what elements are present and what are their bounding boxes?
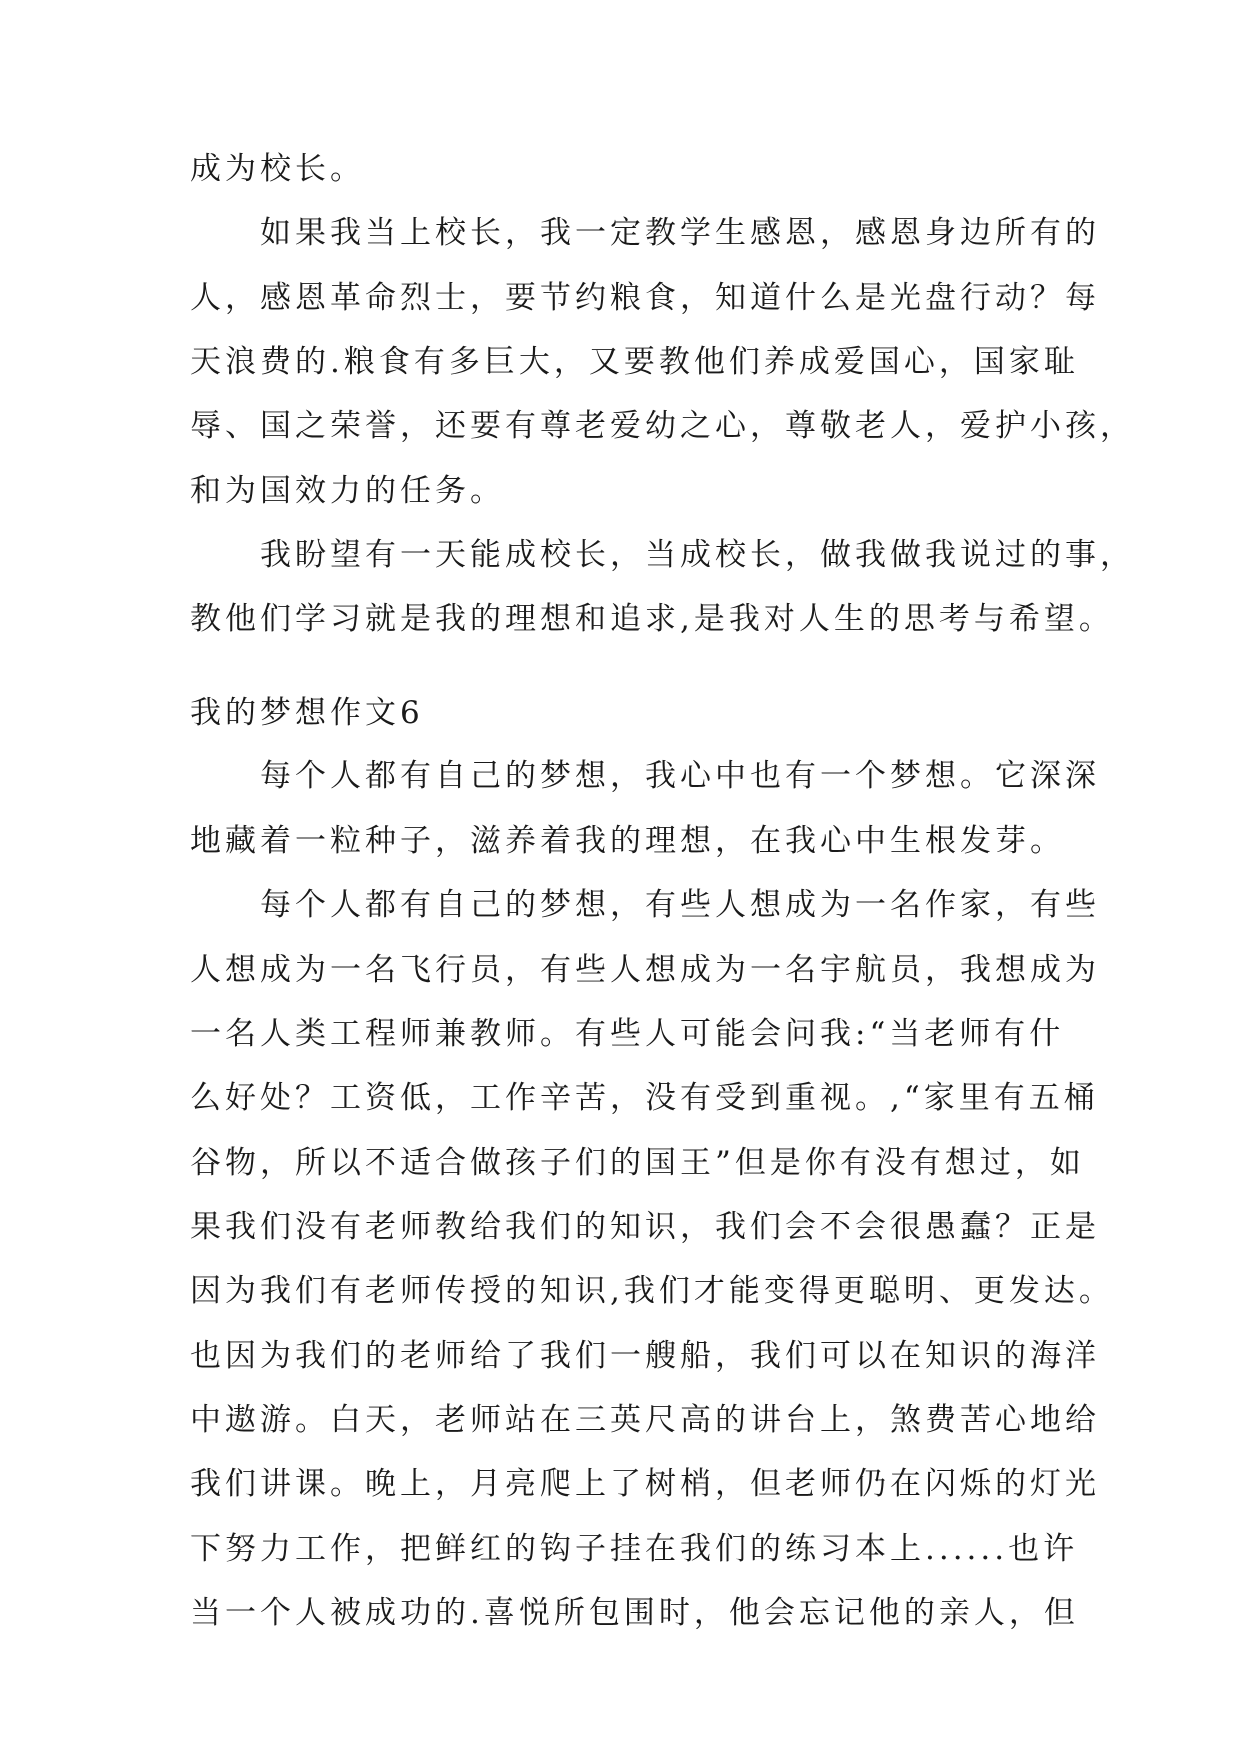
paragraph-line: 我们讲课。晚上，月亮爬上了树梢，但老师仍在闪烁的灯光 (190, 1466, 1100, 1502)
paragraph-line: 如果我当上校长，我一定教学生感恩，感恩身边所有的 (190, 215, 1100, 251)
paragraph-line: 也因为我们的老师给了我们一艘船，我们可以在知识的海洋 (190, 1338, 1100, 1374)
paragraph-line: 人，感恩革命烈士，要节约粮食，知道什么是光盘行动？每 (190, 280, 1100, 316)
paragraph-line: 下努力工作，把鲜红的钩子挂在我们的练习本上......也许 (190, 1531, 1079, 1567)
paragraph-line: 教他们学习就是我的理想和追求,是我对人生的思考与希望。 (190, 601, 1114, 637)
paragraph-line: 地藏着一粒种子，滋养着我的理想，在我心中生根发芽。 (190, 823, 1065, 859)
paragraph-line: 辱、国之荣誉，还要有尊老爱幼之心，尊敬老人，爱护小孩， (190, 408, 1135, 444)
paragraph-line: 每个人都有自己的梦想，有些人想成为一名作家，有些 (190, 887, 1100, 923)
paragraph-line: 一名人类工程师兼教师。有些人可能会问我:“当老师有什 (190, 1016, 1065, 1052)
paragraph-line: 人想成为一名飞行员，有些人想成为一名宇航员，我想成为 (190, 952, 1100, 988)
paragraph-line: 每个人都有自己的梦想，我心中也有一个梦想。它深深 (190, 758, 1100, 794)
paragraph-line: 因为我们有老师传授的知识,我们才能变得更聪明、更发达。 (190, 1273, 1114, 1309)
paragraph-line: 我盼望有一天能成校长，当成校长，做我做我说过的事， (190, 537, 1135, 573)
paragraph-line: 果我们没有老师教给我们的知识，我们会不会很愚蠢？正是 (190, 1209, 1100, 1245)
essay-title: 我的梦想作文6 (190, 695, 424, 731)
paragraph-line: 和为国效力的任务。 (190, 473, 505, 509)
paragraph-line: 成为校长。 (190, 151, 365, 187)
paragraph-line: 谷物，所以不适合做孩子们的国王”但是你有没有想过，如 (190, 1145, 1085, 1181)
paragraph-line: 天浪费的.粮食有多巨大，又要教他们养成爱国心，国家耻 (190, 344, 1079, 380)
paragraph-line: 么好处？工资低，工作辛苦，没有受到重视。,“家里有五桶 (190, 1080, 1099, 1116)
paragraph-line: 当一个人被成功的.喜悦所包围时，他会忘记他的亲人，但 (190, 1595, 1079, 1631)
paragraph-line: 中遨游。白天，老师站在三英尺高的讲台上，煞费苦心地给 (190, 1402, 1100, 1438)
